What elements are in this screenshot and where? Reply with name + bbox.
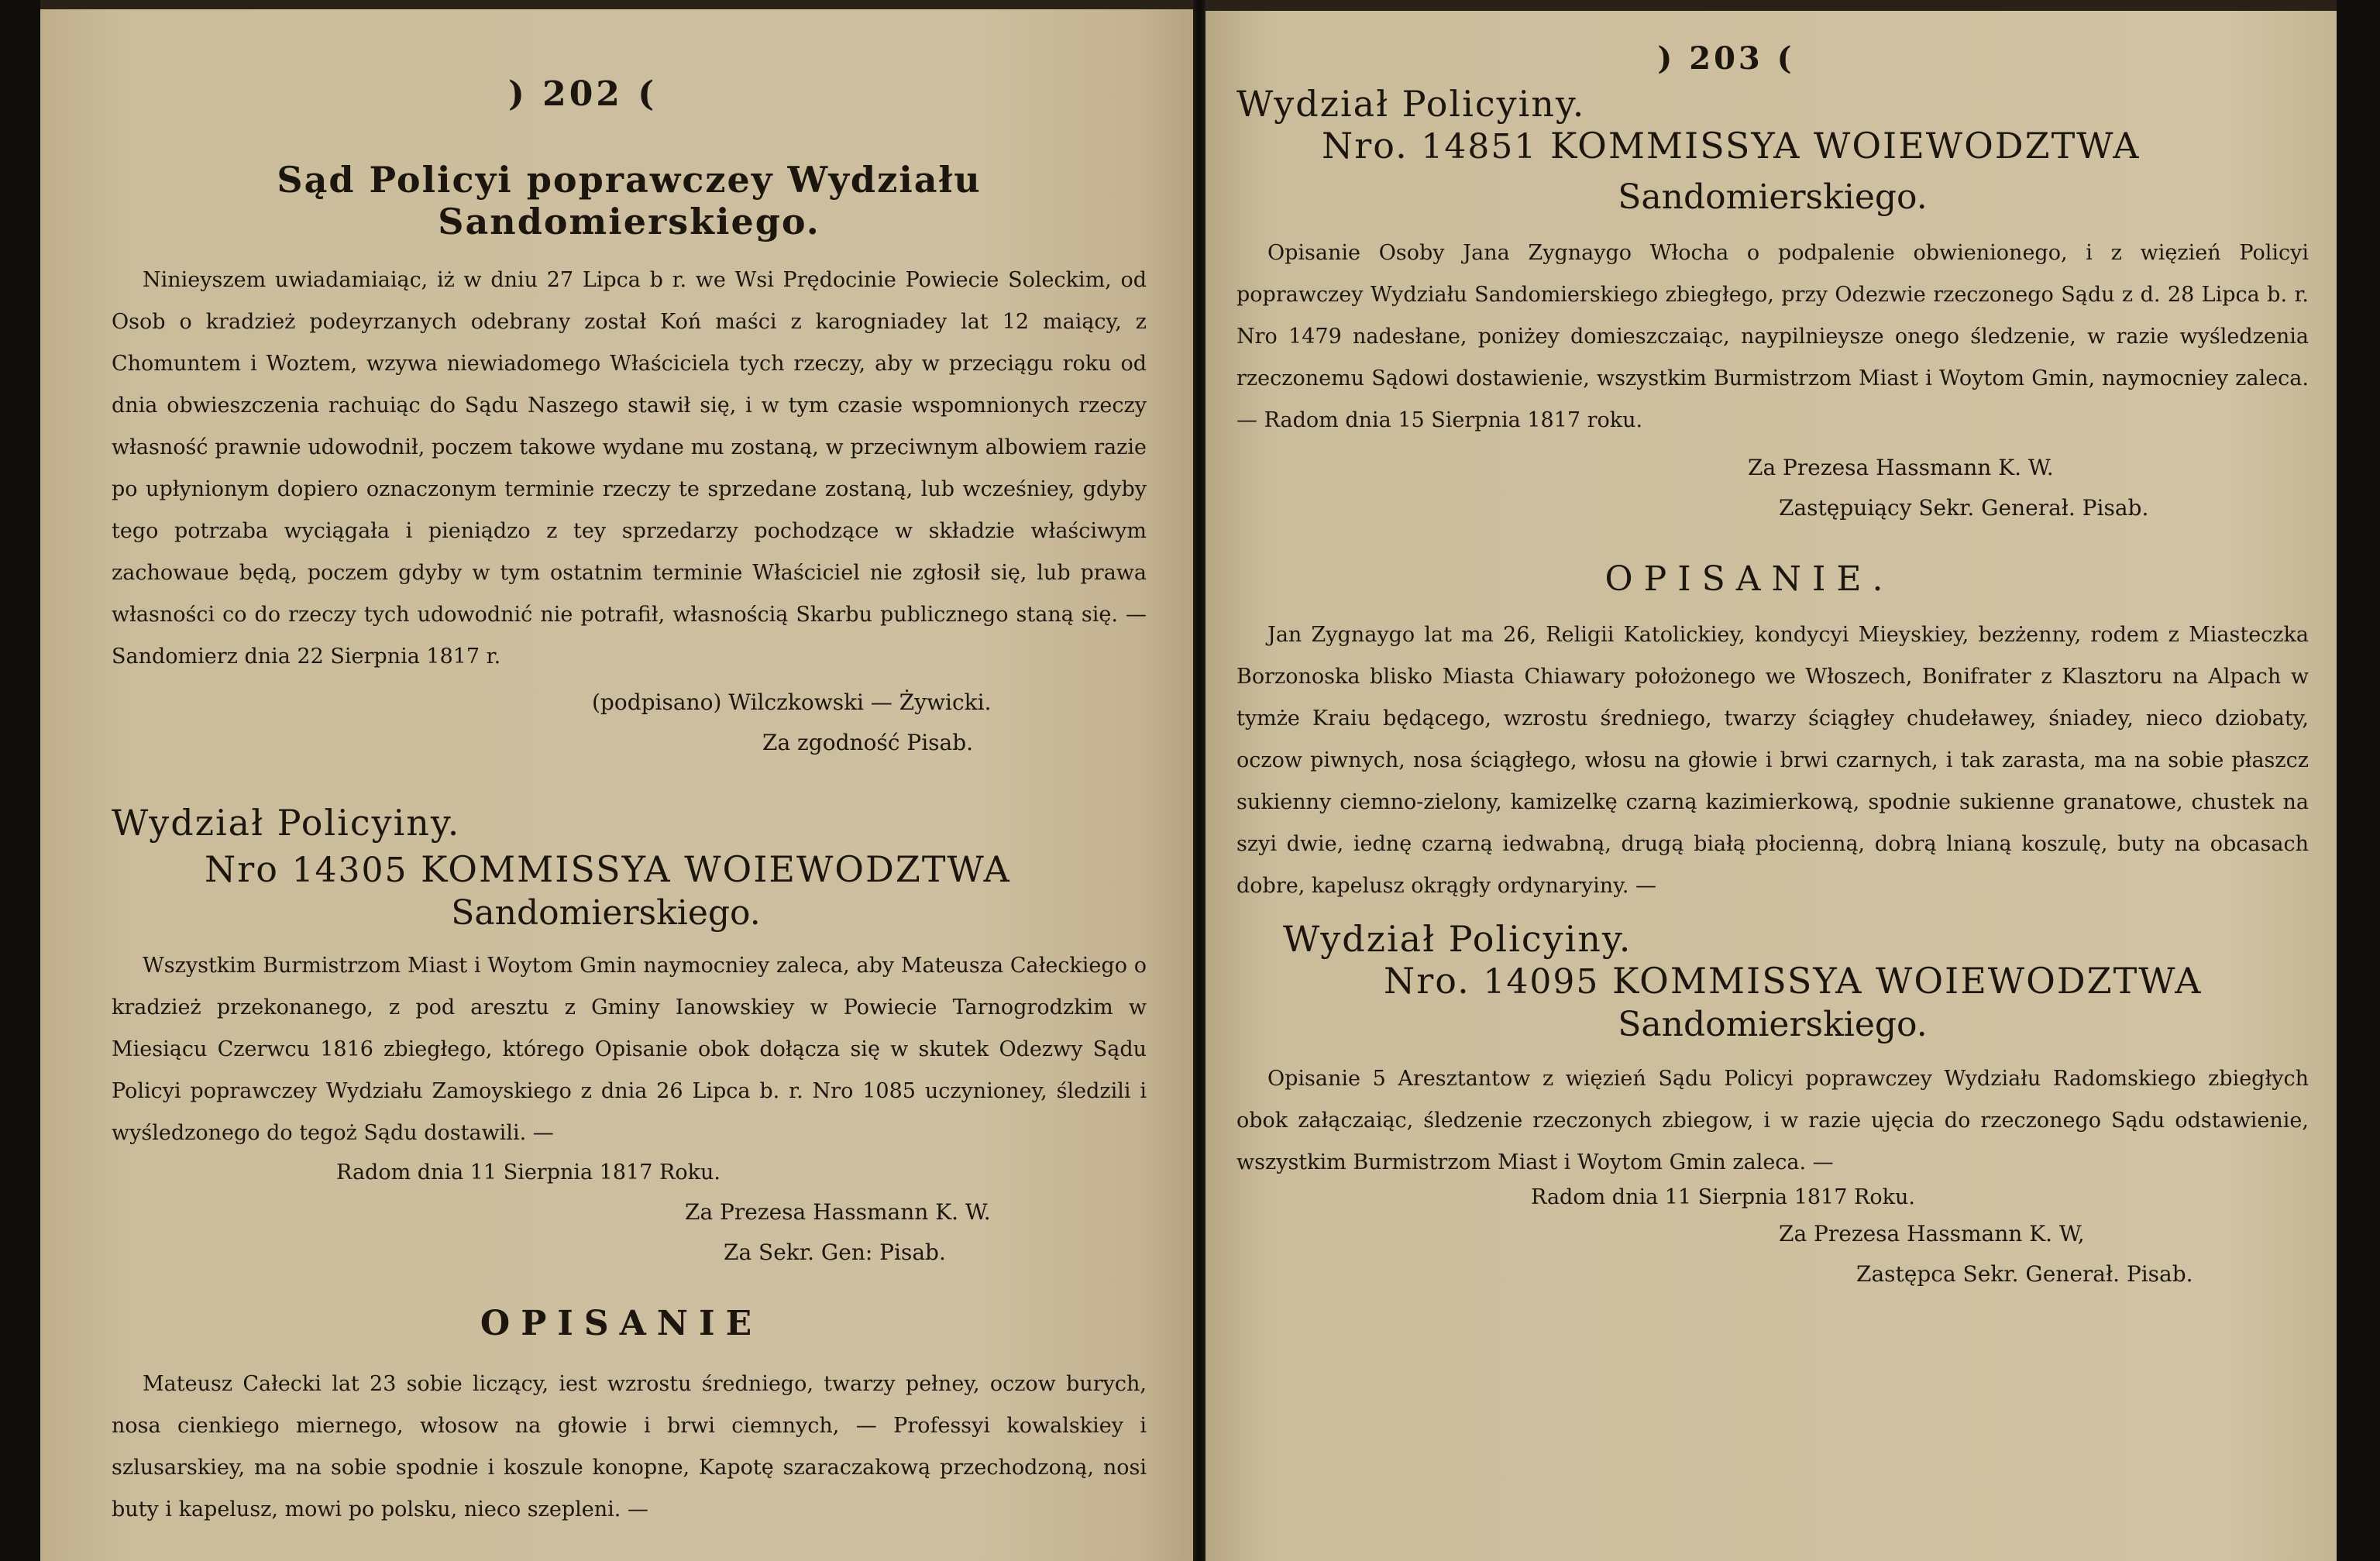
notice-text: Opisanie 5 Aresztantow z więzień Sądu Policyi poprawczey Wydziału Radomskiego zbiegłych obok załączaiąc, śledzenie rzeczonych zbiegow, i w razie ujęcia do rzeczonego Sądu odstawienie, wszystkim Burmistrzom Miast i Woytom Gmin zaleca. — bbox=[1236, 1067, 2309, 1174]
date-line: Radom dnia 11 Sierpnia 1817 Roku. bbox=[336, 1160, 721, 1185]
signature-line: Za Sekr. Gen: Pisab. bbox=[724, 1240, 946, 1265]
commission-name: KOMMISSYA WOIEWODZTWA bbox=[1611, 960, 2203, 1002]
number-label: Nro. bbox=[1322, 125, 1408, 167]
commission-name: KOMMISSYA WOIEWODZTWA bbox=[421, 848, 1011, 890]
page-number: ) 203 ( bbox=[1657, 40, 1795, 77]
court-title: Sąd Policyi poprawczey Wydziału Sandomierskiego. bbox=[277, 159, 982, 242]
number-label: Nro. bbox=[1384, 960, 1470, 1002]
signature-line: Zastępuiący Sekr. Generał. Pisab. bbox=[1779, 495, 2149, 521]
certification-line: Za zgodność Pisab. bbox=[762, 730, 974, 755]
signature-line: Zastępca Sekr. Generał. Pisab. bbox=[1856, 1261, 2193, 1287]
number-label: Nro bbox=[205, 848, 279, 890]
description-text: Jan Zygnaygo lat ma 26, Religii Katolickiey, kondycyi Mieyskiey, bezżenny, rodem z Miasteczka Borzonoska blisko Miasta Chiawary położonego we Włoszech, Bonifrater z Klasztoru na Alpach w tymże Kraiu będącego, wzrostu średniego, twarzy ściągłey chudeławey, śniadey, nieco dziobaty, oczow piwnych, nosa ściągłego, włosu na głowie i brwi czarnych, i tak zarasta, ma na sobie płaszcz sukienny ciemno-zielony, kamizelkę czarną kazimierkową, spodnie sukienne granatowe, chustek na szyi dwie, iednę czarną iedwabną, drugą białą płocienną, dobrą lnianą koszulę, buty na obcasach dobre, kapelusz okrągły ordynaryiny. — bbox=[1236, 623, 2309, 898]
right-page bbox=[1205, 0, 2337, 1561]
date-line: Radom dnia 11 Sierpnia 1817 Roku. bbox=[1531, 1185, 1915, 1209]
signature-line: Za Prezesa Hassmann K. W, bbox=[1779, 1221, 2085, 1246]
department-heading: Wydział Policyiny. bbox=[112, 802, 461, 844]
number-line bbox=[205, 848, 1147, 890]
description-text: Mateusz Całecki lat 23 sobie liczący, iest wzrostu średniego, twarzy pełney, oczow burych, nosa cienkiego miernego, włosow na głowie i brwi ciemnych, — Professyi kowalskiey i szlusarskiey, ma na sobie spodnie i koszule konopne, Kapotę szaraczakową przechodzoną, nosi buty i kapelusz, mowi po polsku, nieco szepleni. — bbox=[112, 1372, 1147, 1521]
notice-text: Opisanie Osoby Jana Zygnaygo Włocha o podpalenie obwienionego, i z więzień Policyi poprawczey Wydziału Sandomierskiego zbiegłego, przy Odezwie rzeczonego Sądu z d. 28 Lipca b. r. Nro 1479 nadesłane, poniżey domieszczaiąc, naypilnieysze onego śledzenie, w razie wyśledzenia rzeczonemu Sądowi dostawienie, wszystkim Burmistrzom Miast i Woytom Gmin, naymocniey zaleca. — Radom dnia 15 Sierpnia 1817 roku. bbox=[1236, 241, 2309, 432]
department-heading: Wydział Policyiny. bbox=[1283, 918, 1632, 960]
number-line bbox=[1322, 125, 2309, 167]
left-page bbox=[40, 0, 1193, 1561]
number-line bbox=[1384, 960, 2309, 1002]
commission-region: Sandomierskiego. bbox=[1618, 1005, 1928, 1044]
commission-name: KOMMISSYA WOIEWODZTWA bbox=[1549, 125, 2141, 167]
reference-number: 14851 bbox=[1421, 127, 1538, 167]
page-number: ) 202 ( bbox=[507, 74, 658, 114]
department-heading: Wydział Policyiny. bbox=[1236, 83, 1586, 125]
description-title: OPISANIE bbox=[480, 1304, 763, 1343]
commission-region: Sandomierskiego. bbox=[1618, 177, 1928, 217]
signature-line: (podpisano) Wilczkowski — Żywicki. bbox=[592, 689, 992, 715]
signature-line: Za Prezesa Hassmann K. W. bbox=[685, 1199, 991, 1225]
notice-text: Ninieyszem uwiadamiaiąc, iż w dniu 27 Lipca b r. we Wsi Prędocinie Powiecie Soleckim, od Osob o kradzież podeyrzanych odebrany został Koń maści z karogniadey lat 12 maiący, z Chomuntem i Woztem, wzywa niewiadomego Właściciela tych rzeczy, aby w przeciągu roku od dnia obwieszczenia rachuiąc do Sądu Naszego stawił się, i w tym czasie wspomnionych rzeczy własność prawnie udowodnił, poczem takowe wydane mu zostaną, w przeciwnym albowiem razie po upłynionym dopiero oznaczonym terminie rzeczy te sprzedane zostaną, lub wcześniey, gdyby tego potrzaba wyciągała i pieniądzo z tey sprzedarzy pochodzące w składzie właściwym zachowaue będą, poczem gdyby w tym ostatnim terminie Właściciel nie zgłosił się, lub prawa własności co do rzeczy tych udowodnić nie potrafił, własnością Skarbu publicznego staną się. — Sandomierz dnia 22 Sierpnia 1817 r. bbox=[112, 268, 1147, 669]
commission-region: Sandomierskiego. bbox=[451, 893, 761, 933]
description-title: OPISANIE. bbox=[1604, 559, 1894, 599]
notice-text: Wszystkim Burmistrzom Miast i Woytom Gmin naymocniey zaleca, aby Mateusza Całeckiego o kradzież przekonanego, z pod aresztu z Gminy Ianowskiey w Powiecie Tarnogrodzkim w Miesiącu Czerwcu 1816 zbiegłego, którego Opisanie obok dołącza się w skutek Odezwy Sądu Policyi poprawczey Wydziału Zamoyskiego z dnia 26 Lipca b. r. Nro 1085 uczynioney, śledzili i wyśledzonego do tegoż Sądu dostawili. — bbox=[112, 954, 1147, 1145]
reference-number: 14305 bbox=[291, 851, 408, 890]
reference-number: 14095 bbox=[1483, 962, 1600, 1002]
signature-line: Za Prezesa Hassmann K. W. bbox=[1748, 455, 2054, 480]
